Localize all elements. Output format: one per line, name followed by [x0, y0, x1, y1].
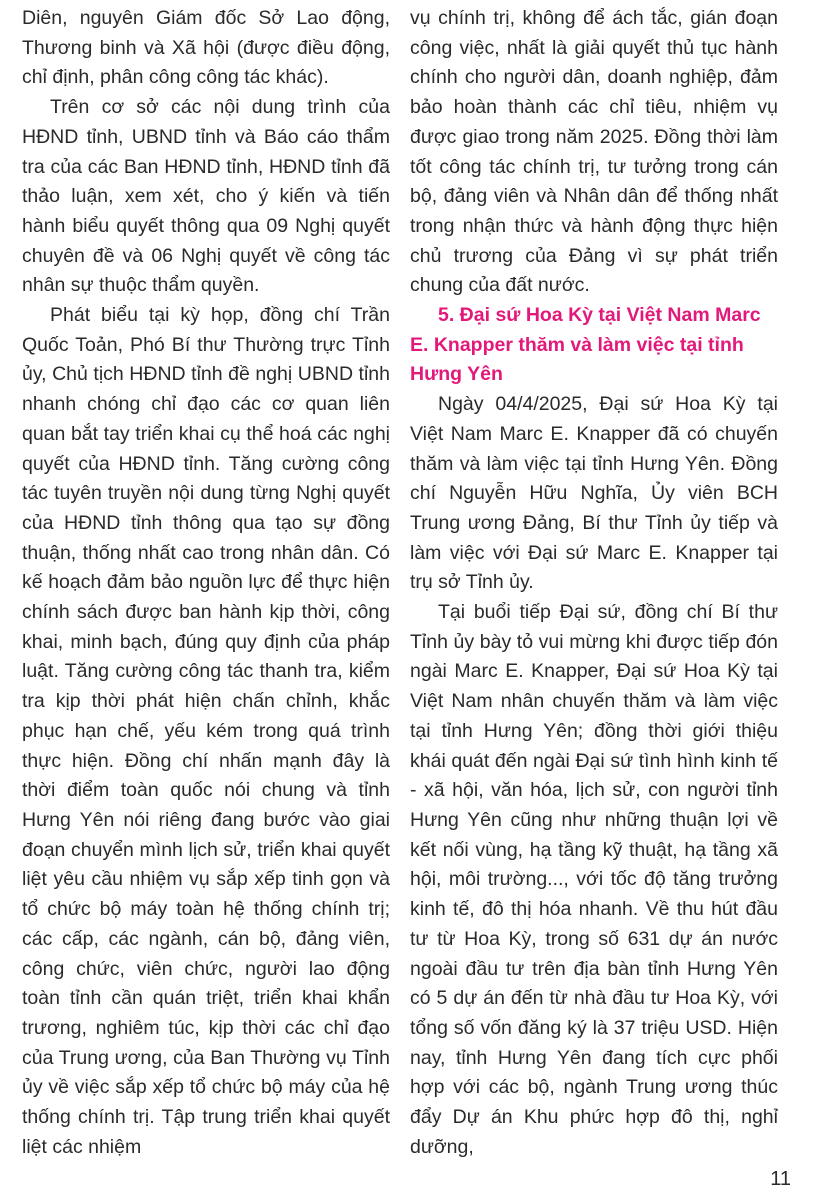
paragraph-continued: vụ chính trị, không để ách tắc, gián đoạn công việc, nhất là giải quyết thủ tục hành chính cho người dân, doanh nghiệp, đảm bảo hoàn thành các chỉ tiêu, nhiệm vụ được giao trong năm 2025. Đồng thời làm tốt công tác chính trị, tư tưởng trong cán bộ, đảng viên và Nhân dân để thống nhất trong nhận thức và hành động thực hiện chủ trương của Đảng vì sự phát triển chung của đất nước.	[410, 7, 778, 297]
paragraph: Ngày 04/4/2025, Đại sứ Hoa Kỳ tại Việt Nam Marc E. Knapper đã có chuyến thăm và làm việc tại tỉnh Hưng Yên. Đồng chí Nguyễn Hữu Nghĩa, Ủy viên BCH Trung ương Đảng, Bí thư Tỉnh ủy tiếp và làm việc với Đại sứ Marc E. Knapper tại trụ sở Tỉnh ủy.	[410, 393, 778, 594]
page-number: 11	[770, 1168, 791, 1190]
paragraph: Trên cơ sở các nội dung trình của HĐND tỉnh, UBND tỉnh và Báo cáo thẩm tra của các Ban HĐND tỉnh, HĐND tỉnh đã thảo luận, xem xét, cho ý kiến và tiến hành biểu quyết thông qua 09 Nghị quyết chuyên đề và 06 Nghị quyết về công tác nhân sự thuộc thẩm quyền.	[22, 96, 390, 297]
left-column	[22, 4, 390, 1162]
paragraph-continued: Diên, nguyên Giám đốc Sở Lao động, Thương binh và Xã hội (được điều động, chỉ định, phân công công tác khác).	[22, 7, 390, 89]
right-column	[410, 4, 778, 1162]
paragraph: Tại buổi tiếp Đại sứ, đồng chí Bí thư Tỉnh ủy bày tỏ vui mừng khi được tiếp đón ngài Marc E. Knapper, Đại sứ Hoa Kỳ tại Việt Nam nhân chuyến thăm và làm việc tại tỉnh Hưng Yên; đồng thời giới thiệu khái quát đến ngài Đại sứ tình hình kinh tế - xã hội, văn hóa, lịch sử, con người tỉnh Hưng Yên cũng như những thuận lợi về kết nối vùng, hạ tầng kỹ thuật, hạ tầng xã hội, môi trường..., với tốc độ tăng trưởng kinh tế, đô thị hóa nhanh. Về thu hút đầu tư từ Hoa Kỳ, trong số 631 dự án nước ngoài đầu tư trên địa bàn tỉnh Hưng Yên có 5 dự án đến từ nhà đầu tư Hoa Kỳ, với tổng số vốn đăng ký là 37 triệu USD. Hiện nay, tỉnh Hưng Yên đang tích cực phối hợp với các bộ, ngành Trung ương thúc đẩy Dự án Khu phức hợp đô thị, nghỉ dưỡng,	[410, 601, 778, 1158]
section-heading: 5. Đại sứ Hoa Kỳ tại Việt Nam Marc E. Knapper thăm và làm việc tại tỉnh Hưng Yên	[410, 304, 761, 386]
paragraph: Phát biểu tại kỳ họp, đồng chí Trần Quốc Toản, Phó Bí thư Thường trực Tỉnh ủy, Chủ tịch HĐND tỉnh đề nghị UBND tỉnh nhanh chóng chỉ đạo các cơ quan liên quan bắt tay triển khai cụ thể hoá các nghị quyết của HĐND tỉnh. Tăng cường công tác tuyên truyền nội dung từng Nghị quyết của HĐND tỉnh thông qua tạo sự đồng thuận, thống nhất cao trong nhân dân. Có kế hoạch đảm bảo nguồn lực để thực hiện chính sách được ban hành kịp thời, công khai, minh bạch, đúng quy định của pháp luật. Tăng cường công tác thanh tra, kiểm tra kịp thời phát hiện chấn chỉnh, khắc phục hạn chế, yếu kém trong quá trình thực hiện. Đồng chí nhấn mạnh đây là thời điểm toàn quốc nói chung và tỉnh Hưng Yên nói riêng đang bước vào giai đoạn chuyển mình lịch sử, triển khai quyết liệt yêu cầu nhiệm vụ sắp xếp tinh gọn và tổ chức bộ máy toàn hệ thống chính trị; các cấp, các ngành, cán bộ, đảng viên, công chức, viên chức, người lao động toàn tỉnh cần quán triệt, triển khai khẩn trương, nghiêm túc, kịp thời các chỉ đạo của Trung ương, của Ban Thường vụ Tỉnh ủy về việc sắp xếp tổ chức bộ máy của hệ thống chính trị. Tập trung triển khai quyết liệt các nhiệm	[22, 304, 390, 1158]
